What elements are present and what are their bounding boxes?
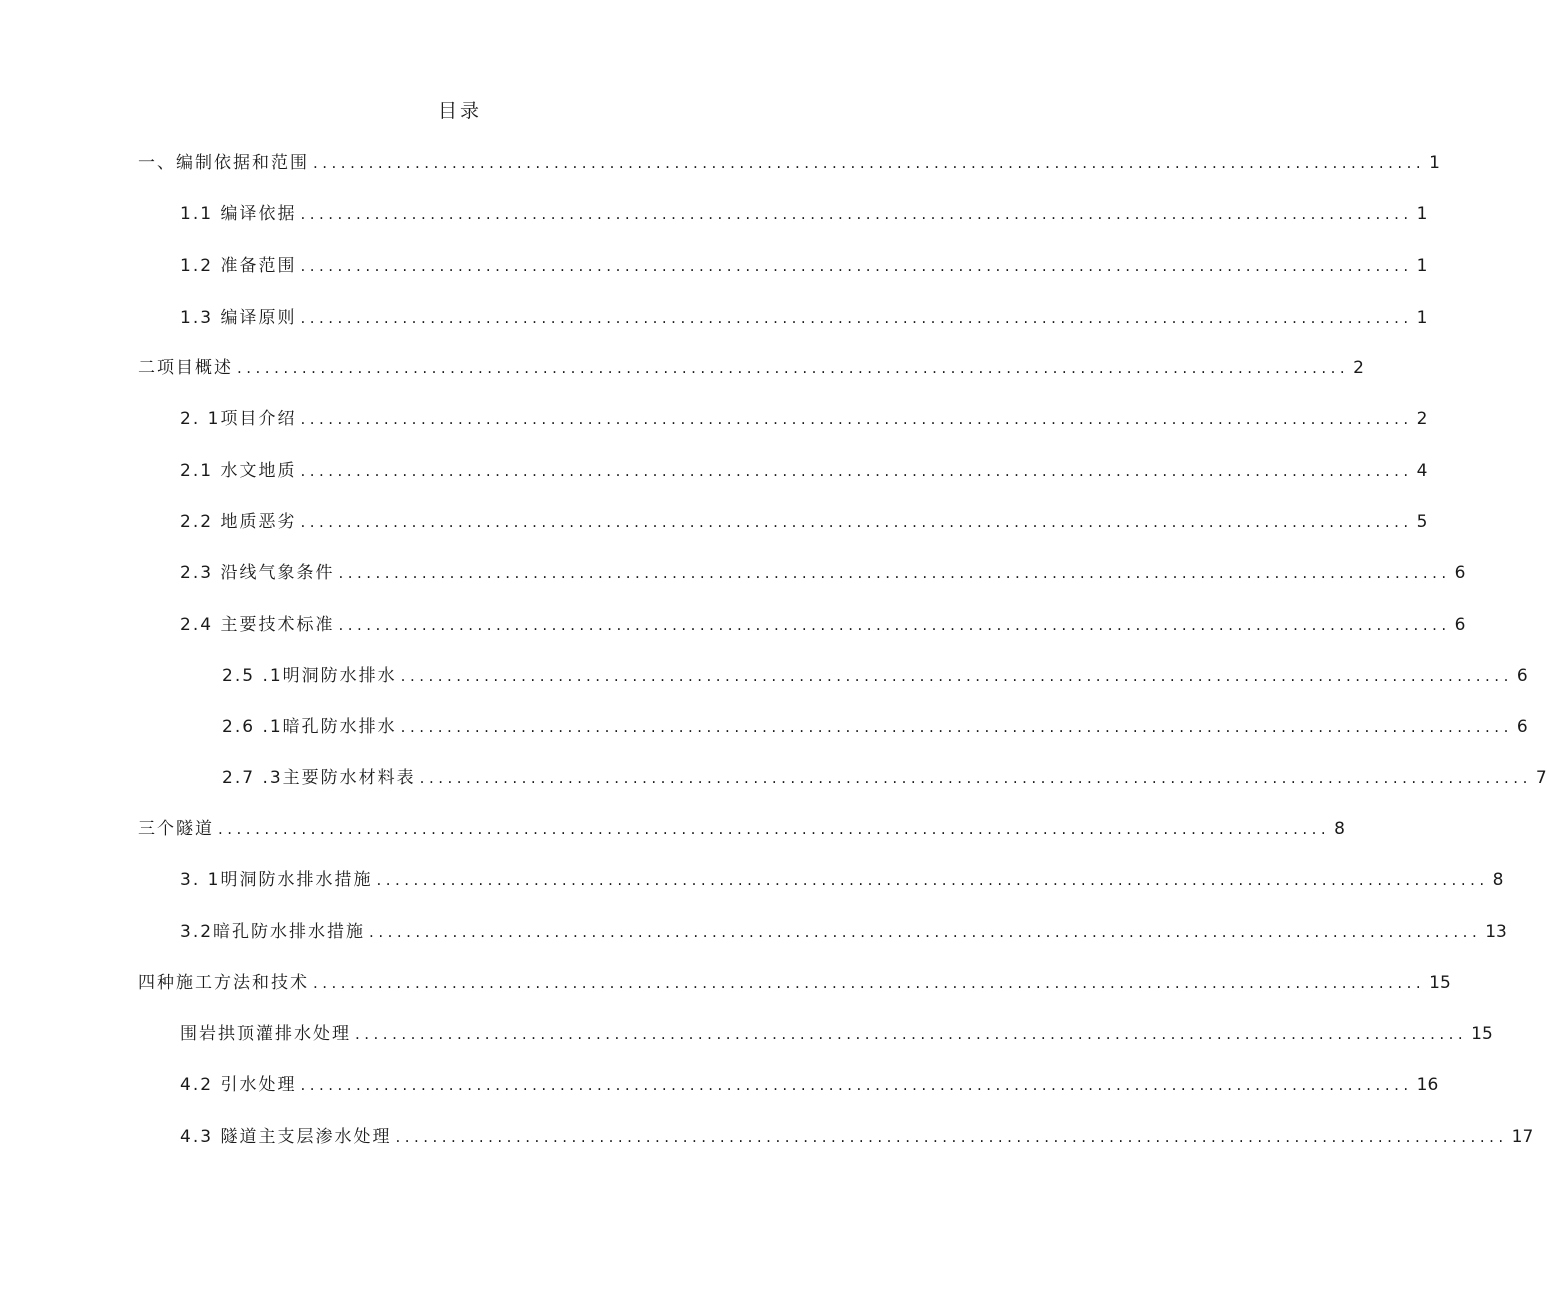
toc-entry-page: 6 bbox=[1454, 563, 1466, 583]
toc-entry[interactable] bbox=[180, 1122, 1534, 1152]
toc-leader-dots: ........................................................................................................................ bbox=[369, 923, 1482, 941]
toc-entry[interactable] bbox=[138, 968, 1451, 998]
toc-entry-page: 6 bbox=[1516, 717, 1528, 737]
toc-entry[interactable] bbox=[222, 661, 1528, 691]
toc-entry-page: 2 bbox=[1353, 358, 1364, 378]
toc-entry-label: 四种施工方法和技术 bbox=[138, 973, 309, 993]
toc-entry-page: 6 bbox=[1454, 615, 1466, 635]
toc-entry-page: 4 bbox=[1416, 461, 1428, 481]
toc-entry[interactable] bbox=[180, 610, 1466, 640]
toc-entry-page: 15 bbox=[1429, 973, 1451, 993]
toc-entry-label: 2.6 .1暗孔防水排水 bbox=[222, 717, 397, 737]
toc-entry[interactable] bbox=[180, 865, 1504, 895]
toc-entry[interactable] bbox=[180, 1019, 1493, 1049]
toc-entry-page: 8 bbox=[1334, 819, 1345, 839]
toc-leader-dots: ........................................................................................................................ bbox=[218, 820, 1331, 838]
toc-leader-dots: ........................................................................................................................ bbox=[300, 410, 1413, 428]
toc-leader-dots: ........................................................................................................................ bbox=[300, 309, 1413, 327]
toc-entry-label: 2.5 .1明洞防水排水 bbox=[222, 666, 397, 686]
toc-entry[interactable] bbox=[180, 303, 1428, 333]
toc-entry-label: 2.4 主要技术标准 bbox=[180, 615, 335, 635]
toc-entry-page: 1 bbox=[1416, 256, 1428, 276]
toc-entry-page: 13 bbox=[1485, 922, 1507, 942]
toc-leader-dots: ........................................................................................................................ bbox=[237, 359, 1350, 377]
toc-entry-label: 围岩拱顶灌排水处理 bbox=[180, 1024, 351, 1044]
toc-entry-label: 4.2 引水处理 bbox=[180, 1075, 297, 1095]
toc-entry[interactable] bbox=[180, 404, 1428, 434]
toc-entry-label: 1.3 编译原则 bbox=[180, 308, 297, 328]
toc-leader-dots: ........................................................................................................................ bbox=[300, 1076, 1413, 1094]
toc-entry[interactable] bbox=[138, 353, 1364, 383]
toc-entry-page: 7 bbox=[1535, 768, 1547, 788]
toc-leader-dots: ........................................................................................................................ bbox=[338, 564, 1451, 582]
toc-entry[interactable] bbox=[180, 456, 1428, 486]
toc-entry-label: 3. 1明洞防水排水措施 bbox=[180, 870, 373, 890]
toc-entry-page: 6 bbox=[1516, 666, 1528, 686]
toc-leader-dots: ........................................................................................................................ bbox=[355, 1025, 1468, 1043]
toc-entry-page: 5 bbox=[1416, 512, 1428, 532]
toc-entry[interactable] bbox=[180, 507, 1428, 537]
toc-entry-label: 2.1 水文地质 bbox=[180, 461, 297, 481]
toc-entry[interactable] bbox=[222, 712, 1528, 742]
toc-entry-label: 2.3 沿线气象条件 bbox=[180, 563, 335, 583]
toc-leader-dots: ........................................................................................................................ bbox=[300, 205, 1413, 223]
toc-entry-label: 2.7 .3主要防水材料表 bbox=[222, 768, 416, 788]
toc-entry[interactable] bbox=[180, 1070, 1439, 1100]
toc-entry-label: 一、编制依据和范围 bbox=[138, 153, 309, 173]
toc-entry[interactable] bbox=[138, 148, 1440, 178]
toc-entry-page: 2 bbox=[1416, 409, 1428, 429]
toc-leader-dots: ........................................................................................................................ bbox=[395, 1128, 1508, 1146]
toc-entry-label: 3.2暗孔防水排水措施 bbox=[180, 922, 366, 942]
toc-title: 目录 bbox=[437, 100, 482, 122]
toc-entry[interactable] bbox=[180, 558, 1466, 588]
toc-entry[interactable] bbox=[222, 763, 1547, 793]
toc-leader-dots: ........................................................................................................................ bbox=[338, 616, 1451, 634]
toc-entry-page: 15 bbox=[1471, 1024, 1493, 1044]
toc-entry-page: 16 bbox=[1416, 1075, 1439, 1095]
toc-leader-dots: ........................................................................................................................ bbox=[419, 769, 1532, 787]
toc-leader-dots: ........................................................................................................................ bbox=[400, 667, 1513, 685]
toc-leader-dots: ........................................................................................................................ bbox=[300, 257, 1413, 275]
toc-entry-label: 2. 1项目介绍 bbox=[180, 409, 297, 429]
toc-leader-dots: ........................................................................................................................ bbox=[400, 718, 1513, 736]
toc-entry-page: 8 bbox=[1492, 870, 1504, 890]
toc-entry-label: 三个隧道 bbox=[138, 819, 214, 839]
toc-leader-dots: ........................................................................................................................ bbox=[313, 974, 1426, 992]
toc-entry-label: 4.3 隧道主支层渗水处理 bbox=[180, 1127, 392, 1147]
toc-entry-page: 17 bbox=[1511, 1127, 1534, 1147]
toc-leader-dots: ........................................................................................................................ bbox=[300, 513, 1413, 531]
toc-entry[interactable] bbox=[138, 814, 1345, 844]
toc-entry[interactable] bbox=[180, 199, 1428, 229]
toc-entry-page: 1 bbox=[1416, 204, 1428, 224]
toc-leader-dots: ........................................................................................................................ bbox=[313, 154, 1426, 172]
toc-entry-page: 1 bbox=[1416, 308, 1428, 328]
toc-entry[interactable] bbox=[180, 917, 1507, 947]
toc-entry[interactable] bbox=[180, 251, 1428, 281]
toc-entry-label: 2.2 地质恶劣 bbox=[180, 512, 297, 532]
toc-entry-label: 二项目概述 bbox=[138, 358, 233, 378]
toc-entry-page: 1 bbox=[1429, 153, 1440, 173]
toc-entry-label: 1.2 准备范围 bbox=[180, 256, 297, 276]
toc-leader-dots: ........................................................................................................................ bbox=[376, 871, 1489, 889]
toc-leader-dots: ........................................................................................................................ bbox=[300, 462, 1413, 480]
toc-entry-label: 1.1 编译依据 bbox=[180, 204, 297, 224]
